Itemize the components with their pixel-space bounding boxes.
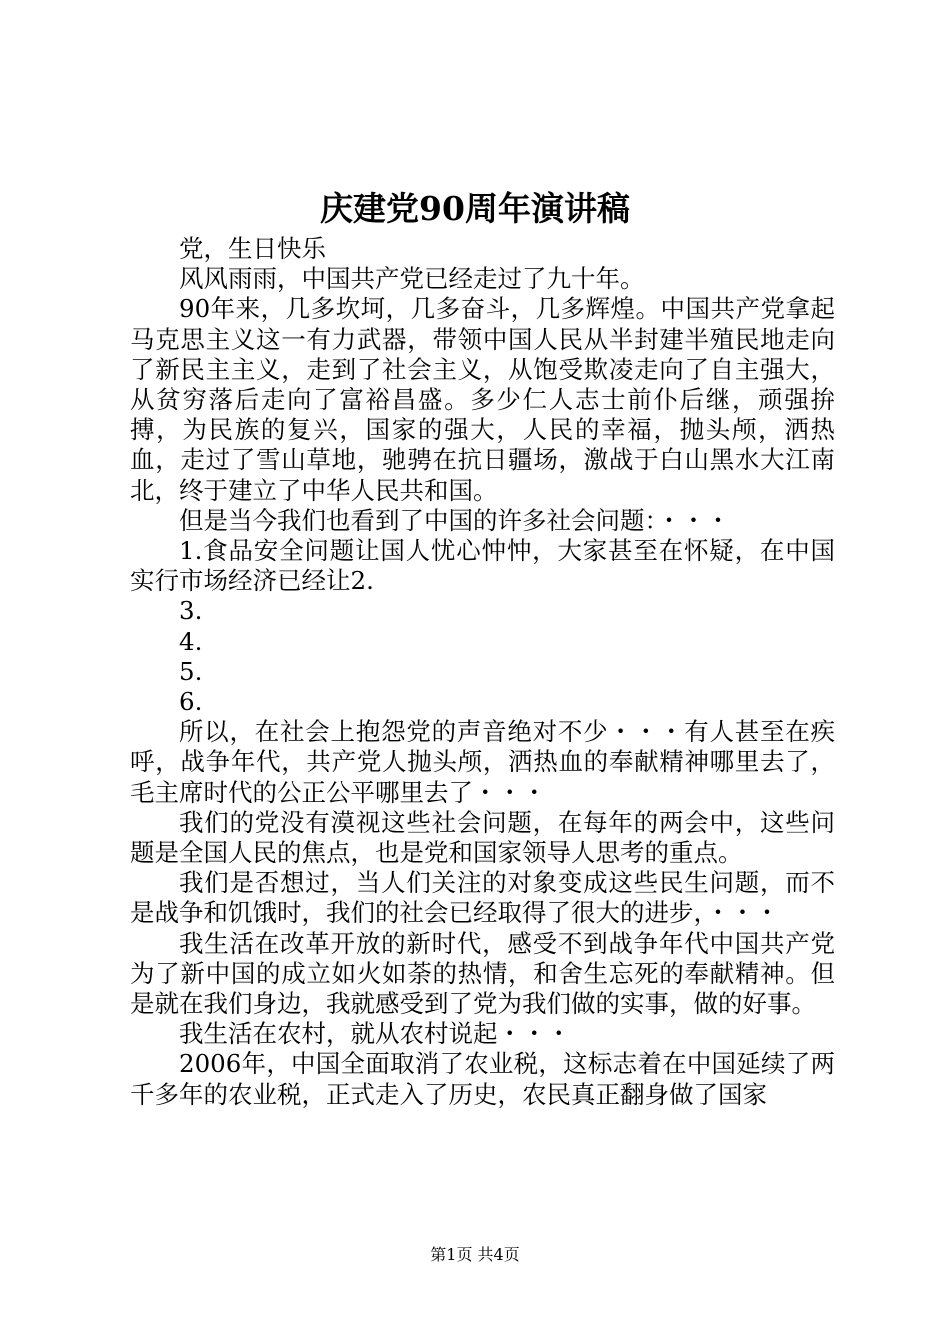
- paragraph: 所以，在社会上抱怨党的声音绝对不少・・・有人甚至在疾呼，战争年代，共产党人抛头颅，洒热血的奉献精神哪里去了，毛主席时代的公正公平哪里去了・・・: [130, 717, 835, 807]
- paragraph: 3.: [179, 596, 203, 626]
- paragraph: 风风雨雨，中国共产党已经走过了九十年。: [179, 264, 645, 294]
- paragraph: 但是当今我们也看到了中国的许多社会问题：・・・: [179, 505, 731, 535]
- paragraph: 1.食品安全问题让国人忧心忡忡，大家甚至在怀疑，在中国实行市场经济已经让2.: [130, 536, 835, 596]
- paragraph: 90年来，几多坎坷，几多奋斗，几多辉煌。中国共产党拿起马克思主义这一有力武器，带领中国人民从半封建半殖民地走向了新民主主义，走到了社会主义，从饱受欺凌走向了自主强大，从贫穷落后走向了富裕昌盛。多少仁人志士前仆后继，顽强拚搏，为民族的复兴，国家的强大，人民的幸福，抛头颅，洒热血，走过了雪山草地，驰骋在抗日疆场，激战于白山黑水大江南北，终于建立了中华人民共和国。: [130, 294, 835, 505]
- page-footer: 第1页 共4页: [430, 1245, 520, 1264]
- document-title: 庆建党90周年演讲稿: [320, 189, 630, 228]
- paragraph: 6.: [179, 687, 203, 717]
- paragraph: 5.: [179, 656, 203, 686]
- paragraph: 我们是否想过，当人们关注的对象变成这些民生问题，而不是战争和饥饿时，我们的社会已经取得了很大的进步，・・・: [130, 868, 835, 928]
- paragraph: 党，生日快乐: [179, 234, 326, 263]
- paragraph: 我生活在改革开放的新时代，感受不到战争年代中国共产党为了新中国的成立如火如荼的热情，和舍生忘死的奉献精神。但是就在我们身边，我就感受到了党为我们做的实事，做的好事。: [130, 928, 835, 1019]
- paragraph: 我生活在农村，就从农村说起・・・: [179, 1019, 571, 1049]
- paragraph: 4.: [179, 626, 203, 656]
- paragraph: 我们的党没有漠视这些社会问题，在每年的两会中，这些问题是全国人民的焦点，也是党和国家领导人思考的重点。: [130, 807, 835, 868]
- paragraph: 2006年，中国全面取消了农业税，这标志着在中国延续了两千多年的农业税，正式走入了历史，农民真正翻身做了国家: [130, 1049, 835, 1109]
- document-body: [130, 234, 835, 1110]
